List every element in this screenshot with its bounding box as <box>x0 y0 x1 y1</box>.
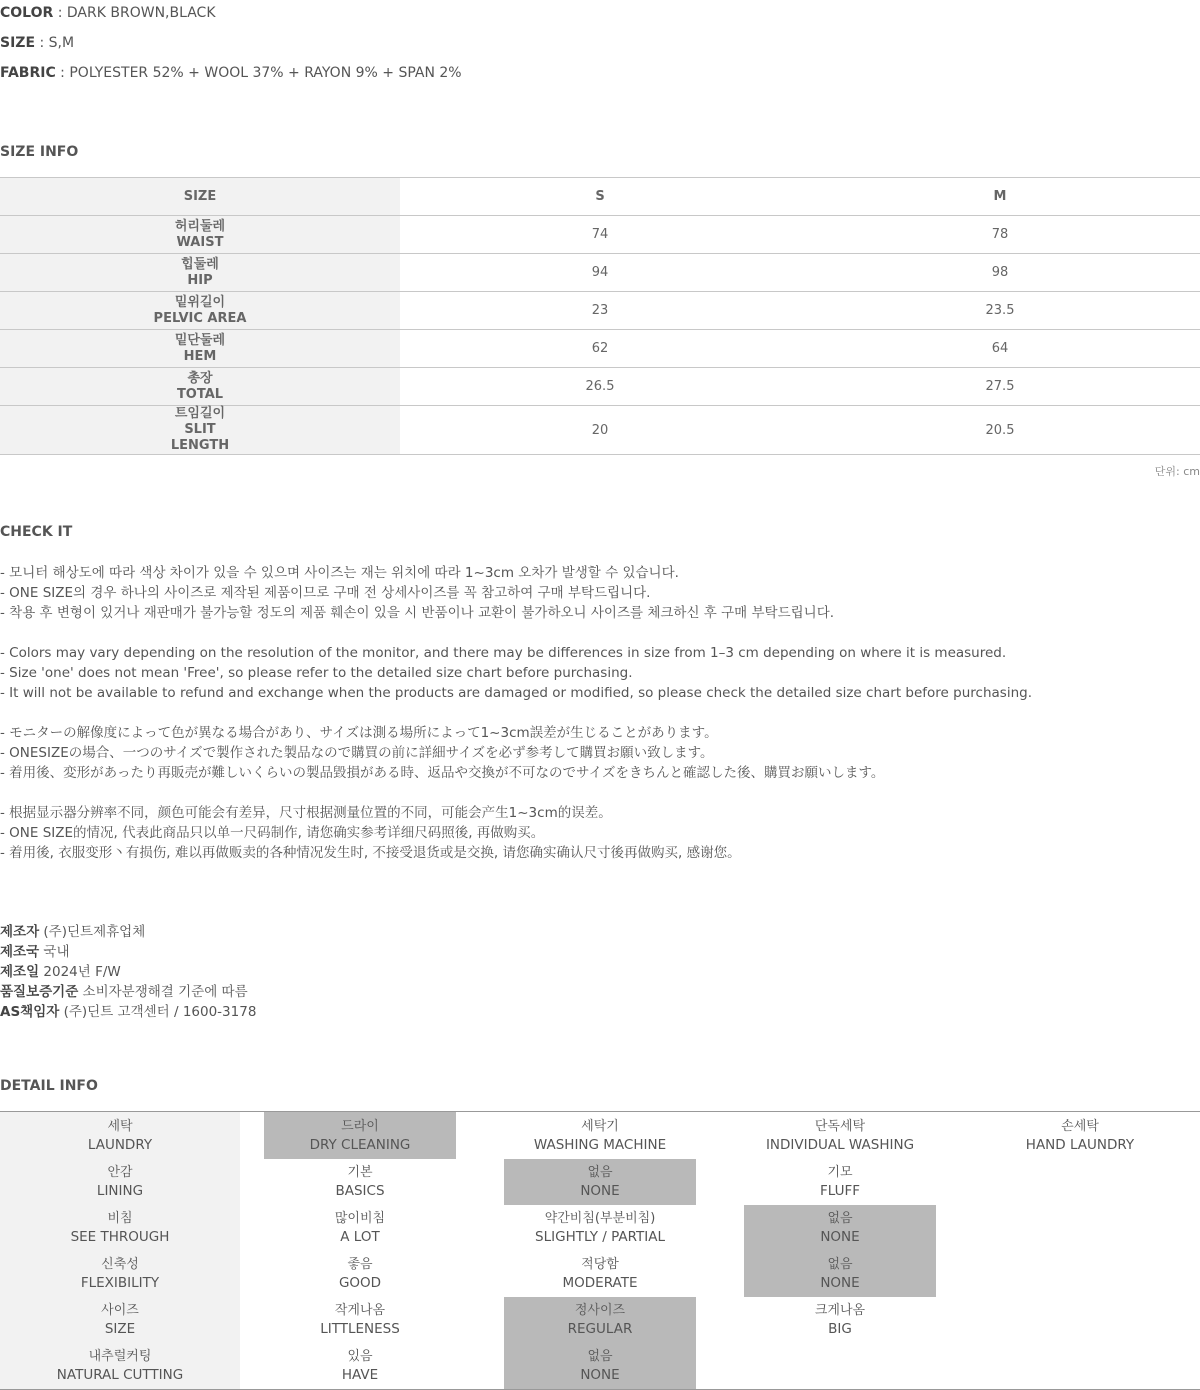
detail-text-en: DRY CLEANING <box>309 1136 411 1153</box>
detail-text-en: BASICS <box>335 1183 385 1199</box>
size-m-value: 64 <box>991 341 1009 356</box>
size-m-value: 78 <box>991 227 1009 242</box>
detail-option-selected <box>744 1251 936 1297</box>
detail-option <box>984 1343 1176 1389</box>
size-s-value: 74 <box>591 227 609 242</box>
detail-option-cell <box>960 1112 1200 1159</box>
detail-text-ko: 없음 <box>587 1165 613 1180</box>
detail-row <box>0 1205 1200 1251</box>
measure-label-ko: 총장 <box>187 370 213 386</box>
notice-line: - Colors may vary depending on the resolution of the monitor, and there may be differences in size from 1–3 cm depending on where it is measured. <box>0 645 1007 661</box>
detail-text-ko: 크게나옴 <box>814 1303 866 1318</box>
table-row <box>0 291 1200 329</box>
table-row <box>0 215 1200 253</box>
detail-row <box>0 1112 1200 1159</box>
detail-text-en: NONE <box>580 1367 620 1383</box>
detail-row <box>0 1343 1200 1389</box>
detail-option-cell <box>720 1205 960 1251</box>
detail-text-en: NATURAL CUTTING <box>56 1367 184 1383</box>
maker-value: 소비자분쟁해결 기준에 따름 <box>78 984 248 1000</box>
measure-label-en: WAIST <box>176 234 224 250</box>
detail-text-en: NONE <box>820 1275 860 1291</box>
detail-info-title: DETAIL INFO <box>0 1078 98 1094</box>
size-m-value: 98 <box>991 265 1009 280</box>
detail-option-cell <box>480 1251 720 1297</box>
detail-text-en: MODERATE <box>562 1275 638 1291</box>
detail-text-ko: 좋음 <box>347 1257 373 1272</box>
spec-value: : POLYESTER 52% + WOOL 37% + RAYON 9% + SPAN 2% <box>55 65 462 81</box>
measure-label <box>0 368 400 405</box>
detail-option-cell <box>480 1343 720 1389</box>
measure-label-en: LENGTH <box>170 438 230 453</box>
detail-text-ko: 없음 <box>827 1257 853 1272</box>
detail-text-en: INDIVIDUAL WASHING <box>765 1136 915 1153</box>
detail-option <box>264 1205 456 1251</box>
detail-option-cell <box>480 1112 720 1159</box>
notice-spacer <box>0 703 1032 723</box>
measure-label-en: HEM <box>183 348 217 364</box>
detail-text-ko: 안감 <box>107 1165 133 1180</box>
detail-option-cell <box>960 1205 1200 1251</box>
measure-label-ko: 밑단둘레 <box>174 332 226 348</box>
detail-label <box>24 1112 216 1159</box>
notice-line: - 着用後, 衣服变形丶有损伤, 难以再做贩卖的各种情况发生时, 不接受退货或是交换, 请您确实确认尺寸後再做购买, 感谢您。 <box>0 845 741 861</box>
detail-text-ko: 세탁 <box>107 1118 133 1134</box>
measure-label-ko: 힙둘레 <box>181 256 219 272</box>
measure-label-en: PELVIC AREA <box>153 310 247 326</box>
detail-text-en: LINING <box>96 1183 144 1199</box>
detail-option-selected <box>744 1205 936 1251</box>
size-header-s: S <box>595 189 605 204</box>
measure-label <box>0 406 400 454</box>
detail-option <box>264 1159 456 1205</box>
detail-option <box>504 1112 696 1159</box>
unit-note: 단위: cm <box>1154 465 1200 478</box>
detail-option-cell <box>240 1297 480 1343</box>
size-m-value: 27.5 <box>985 379 1015 394</box>
detail-text-en: FLEXIBILITY <box>80 1275 160 1291</box>
detail-option-cell <box>480 1205 720 1251</box>
size-s-value: 94 <box>591 265 609 280</box>
detail-text-en: NONE <box>820 1229 860 1245</box>
notice-line: - ONESIZEの場合、一つのサイズで製作された製品なので購買の前に詳細サイズを必ず参考して購買お願い致します。 <box>0 745 714 761</box>
spec-label: FABRIC <box>0 65 56 81</box>
spec-label: SIZE <box>0 35 36 51</box>
detail-option-selected <box>504 1297 696 1343</box>
maker-label: 품질보증기준 <box>0 984 79 1000</box>
detail-option-cell <box>480 1159 720 1205</box>
table-row <box>0 405 1200 455</box>
detail-table <box>0 1111 1200 1390</box>
detail-option-cell <box>240 1112 480 1159</box>
maker-line <box>0 942 256 962</box>
maker-info <box>0 922 256 1022</box>
measure-label-en: TOTAL <box>176 386 224 402</box>
size-table-header <box>0 177 1200 215</box>
detail-label-cell <box>0 1159 240 1205</box>
detail-label <box>24 1205 216 1251</box>
detail-text-en: HAND LAUNDRY <box>1025 1136 1135 1153</box>
check-it-notes <box>0 563 1032 863</box>
detail-label <box>24 1159 216 1205</box>
detail-text-en: GOOD <box>338 1275 382 1291</box>
size-header-cell: SIZE <box>0 178 400 215</box>
detail-option <box>504 1251 696 1297</box>
detail-option-cell <box>720 1251 960 1297</box>
size-s-value: 23 <box>591 303 609 318</box>
detail-option <box>984 1159 1176 1205</box>
detail-option <box>984 1205 1176 1251</box>
detail-text-ko: 작게나옴 <box>334 1303 386 1318</box>
detail-text-ko: 기모 <box>827 1165 853 1180</box>
maker-line <box>0 1002 256 1022</box>
detail-text-ko: 비침 <box>107 1211 133 1226</box>
detail-option-cell <box>960 1159 1200 1205</box>
detail-option-cell <box>960 1343 1200 1389</box>
detail-label-cell <box>0 1297 240 1343</box>
detail-text-ko: 신축성 <box>101 1257 139 1272</box>
detail-label <box>24 1251 216 1297</box>
size-s-value: 26.5 <box>585 379 615 394</box>
detail-option <box>264 1297 456 1343</box>
detail-text-ko: 정사이즈 <box>574 1303 626 1318</box>
notice-line: - 着用後、変形があったり再販売が難しいくらいの製品毀損がある時、返品や交換が不可なのでサイズをきちんと確認した後、購買お願いします。 <box>0 765 885 781</box>
detail-label <box>24 1297 216 1343</box>
detail-label-cell <box>0 1251 240 1297</box>
detail-text-en: FLUFF <box>819 1183 861 1199</box>
detail-text-en: A LOT <box>340 1229 380 1245</box>
size-m-value: 20.5 <box>985 422 1015 438</box>
detail-option-cell <box>720 1343 960 1389</box>
maker-line <box>0 962 256 982</box>
detail-text-ko: 사이즈 <box>101 1303 139 1318</box>
measure-label-ko: 허리둘레 <box>174 218 226 234</box>
detail-text-en: SLIGHTLY / PARTIAL <box>535 1229 665 1245</box>
notice-spacer <box>0 623 1032 643</box>
detail-option <box>504 1205 696 1251</box>
detail-label-cell <box>0 1112 240 1159</box>
notice-line: - ONE SIZE의 경우 하나의 사이즈로 제작된 제품이므로 구매 전 상세사이즈를 꼭 참고하여 구매 부탁드립니다. <box>0 585 651 601</box>
maker-label: 제조국 <box>0 944 40 960</box>
detail-option <box>744 1297 936 1343</box>
spec-fabric <box>0 65 462 81</box>
detail-row <box>0 1159 1200 1205</box>
measure-label-ko: 밑위길이 <box>174 294 226 310</box>
measure-label <box>0 254 400 291</box>
detail-option <box>264 1251 456 1297</box>
detail-row <box>0 1297 1200 1343</box>
spec-size <box>0 35 74 51</box>
detail-text-ko: 없음 <box>827 1211 853 1226</box>
notice-line: - ONE SIZE的情况, 代表此商品只以单一尺码制作, 请您确实参考详细尺码照後, 再做购买。 <box>0 825 545 841</box>
detail-label-cell <box>0 1205 240 1251</box>
detail-text-ko: 드라이 <box>341 1118 379 1134</box>
notice-spacer <box>0 783 1032 803</box>
maker-label: 제조자 <box>0 924 40 940</box>
size-info-title: SIZE INFO <box>0 144 79 160</box>
detail-option <box>264 1343 456 1389</box>
detail-option <box>984 1251 1176 1297</box>
detail-label-cell <box>0 1343 240 1389</box>
size-m-value: 23.5 <box>985 303 1015 318</box>
detail-text-ko: 손세탁 <box>1061 1118 1099 1134</box>
detail-text-ko: 적당함 <box>581 1257 619 1272</box>
detail-text-en: REGULAR <box>567 1321 633 1337</box>
spec-label: COLOR <box>0 5 54 21</box>
detail-text-en: SIZE <box>104 1321 136 1337</box>
maker-label: AS책임자 <box>0 1004 60 1020</box>
maker-value: 2024년 F/W <box>39 964 121 980</box>
detail-option <box>744 1112 936 1159</box>
detail-option-cell <box>960 1251 1200 1297</box>
detail-text-en: LITTLENESS <box>320 1321 400 1337</box>
maker-label: 제조일 <box>0 964 40 980</box>
maker-line <box>0 922 256 942</box>
detail-option-cell <box>720 1297 960 1343</box>
measure-label <box>0 292 400 329</box>
detail-text-ko: 단독세탁 <box>814 1118 866 1134</box>
maker-value: (주)딘트제휴업체 <box>39 924 146 940</box>
table-row <box>0 329 1200 367</box>
detail-text-en: SEE THROUGH <box>70 1229 170 1245</box>
detail-text-en: HAVE <box>341 1367 379 1383</box>
detail-option-cell <box>240 1343 480 1389</box>
measure-label <box>0 330 400 367</box>
detail-option-cell <box>960 1297 1200 1343</box>
detail-text-ko: 없음 <box>587 1349 613 1364</box>
size-s-value: 20 <box>591 422 609 438</box>
table-row <box>0 253 1200 291</box>
notice-line: - モニターの解像度によって色が異なる場合があり、サイズは測る場所によって1~3cm誤差が生じることがあります。 <box>0 725 718 741</box>
notice-line: - 根据显示器分辨率不同，颜色可能会有差异，尺寸根据测量位置的不同，可能会产生1~3cm的误差。 <box>0 805 612 821</box>
detail-text-ko: 있음 <box>347 1349 373 1364</box>
spec-color <box>0 5 216 21</box>
detail-option <box>984 1112 1176 1159</box>
maker-value: 국내 <box>39 944 70 960</box>
detail-option-cell <box>720 1159 960 1205</box>
detail-text-en: BIG <box>828 1321 852 1337</box>
spec-value: : DARK BROWN,BLACK <box>53 5 216 21</box>
detail-option-selected <box>264 1112 456 1159</box>
detail-option-cell <box>720 1112 960 1159</box>
detail-text-ko: 기본 <box>347 1165 373 1180</box>
detail-option <box>744 1343 936 1389</box>
detail-text-ko: 내추럴커팅 <box>88 1349 152 1364</box>
maker-value: (주)딘트 고객센터 / 1600-3178 <box>59 1004 257 1020</box>
detail-text-ko: 약간비침(부분비침) <box>544 1211 656 1226</box>
detail-text-ko: 세탁기 <box>581 1118 619 1134</box>
check-it-title: CHECK IT <box>0 524 73 540</box>
spec-value: : S,M <box>35 35 75 51</box>
detail-text-en: LAUNDRY <box>87 1136 153 1153</box>
size-table <box>0 177 1200 455</box>
detail-option-selected <box>504 1343 696 1389</box>
size-s-value: 62 <box>591 341 609 356</box>
detail-option-cell <box>480 1297 720 1343</box>
detail-text-en: WASHING MACHINE <box>533 1136 667 1153</box>
notice-line: - 착용 후 변형이 있거나 재판매가 불가능할 정도의 제품 훼손이 있을 시 반품이나 교환이 불가하오니 사이즈를 체크하신 후 구매 부탁드립니다. <box>0 605 835 621</box>
notice-line: - It will not be available to refund and exchange when the products are damaged or modified, so please check the detailed size chart before purchasing. <box>0 685 1032 701</box>
detail-option-cell <box>240 1205 480 1251</box>
measure-label-en: SLIT <box>184 422 216 437</box>
detail-option-selected <box>504 1159 696 1205</box>
notice-line: - Size 'one' does not mean 'Free', so please refer to the detailed size chart before purchasing. <box>0 665 633 681</box>
measure-label-en: HIP <box>187 272 213 288</box>
detail-option <box>984 1297 1176 1343</box>
detail-option-cell <box>240 1159 480 1205</box>
maker-line <box>0 982 256 1002</box>
table-row <box>0 367 1200 405</box>
detail-option-cell <box>240 1251 480 1297</box>
measure-label <box>0 216 400 253</box>
measure-label-ko: 트임길이 <box>174 406 226 421</box>
detail-row <box>0 1251 1200 1297</box>
size-header-m: M <box>993 189 1007 204</box>
detail-text-en: NONE <box>580 1183 620 1199</box>
detail-option <box>744 1159 936 1205</box>
notice-line: - 모니터 해상도에 따라 색상 차이가 있을 수 있으며 사이즈는 재는 위치에 따라 1~3cm 오차가 발생할 수 있습니다. <box>0 565 679 581</box>
detail-label <box>24 1343 216 1389</box>
detail-text-ko: 많이비침 <box>334 1211 386 1226</box>
